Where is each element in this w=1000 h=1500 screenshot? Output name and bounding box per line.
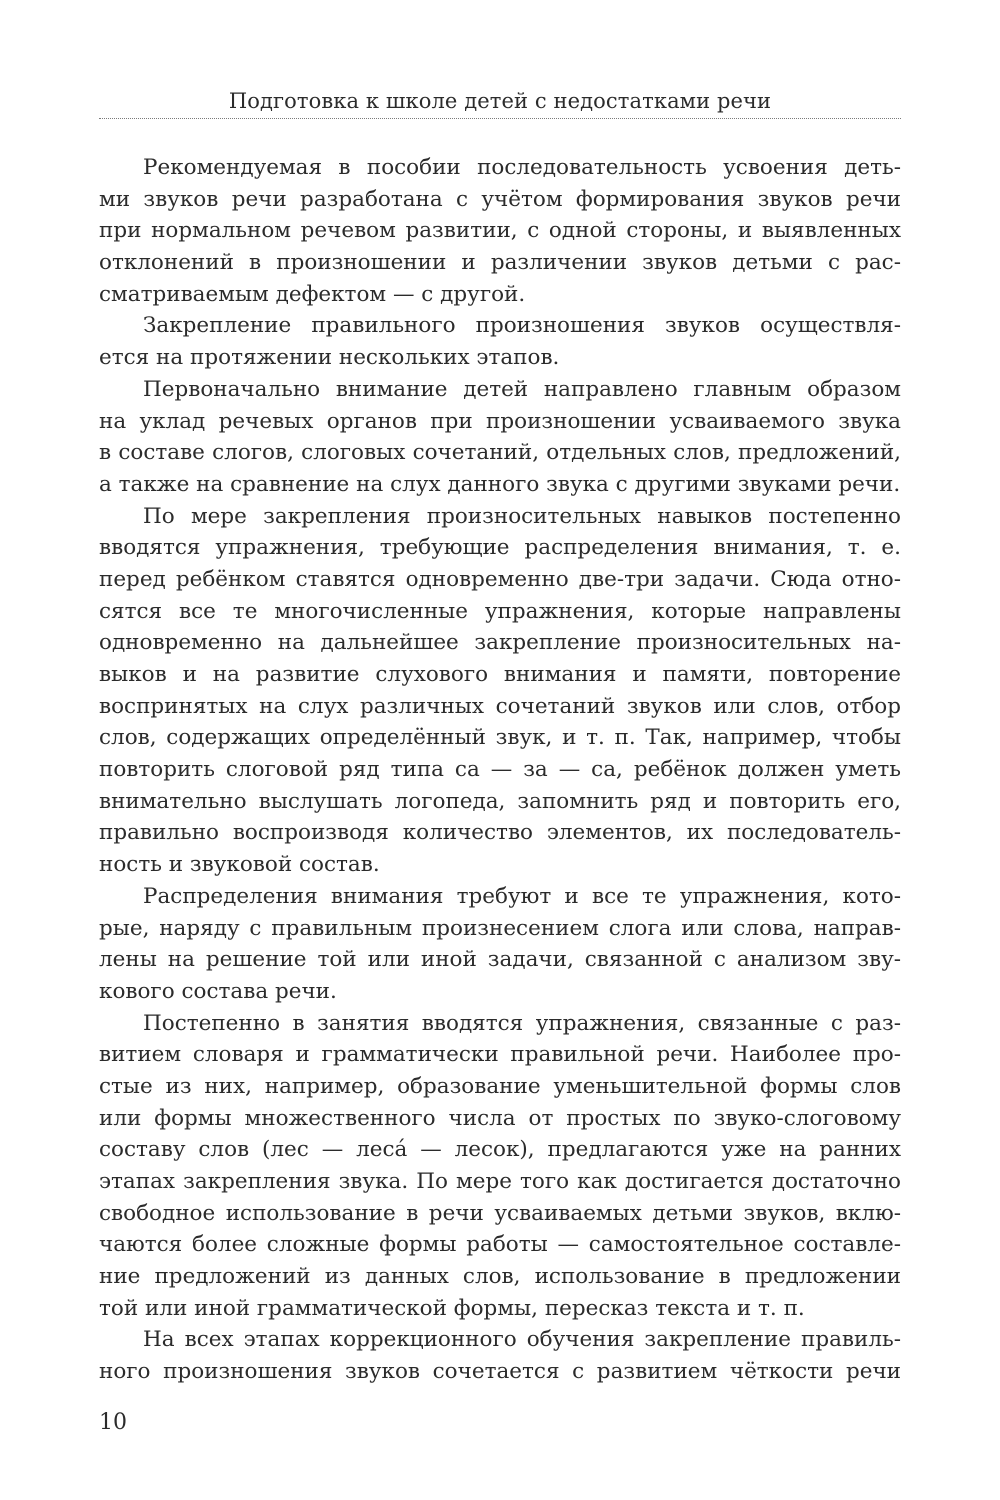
text-line: повторить слоговой ряд типа са — за — са, ребёнок должен уметь xyxy=(99,757,901,783)
text-line: чаются более сложные формы работы — самостоятельное составле- xyxy=(99,1232,901,1258)
text-line: На всех этапах коррекционного обучения закрепление правиль- xyxy=(143,1327,901,1353)
text-line: Распределения внимания требуют и все те упражнения, кото- xyxy=(143,883,901,909)
text-line: свободное использование в речи усваиваемых детьми звуков, вклю- xyxy=(99,1200,901,1226)
body-text xyxy=(99,152,901,1388)
text-line: кового состава речи. xyxy=(99,978,337,1004)
text-line: рые, наряду с правильным произнесением слога или слова, направ- xyxy=(99,915,901,941)
text-line: или формы множественного числа от простых по звуко-слоговому xyxy=(99,1105,901,1131)
text-line: внимательно выслушать логопеда, запомнить ряд и повторить его, xyxy=(99,788,901,814)
text-line: Закрепление правильного произношения звуков осуществля- xyxy=(143,313,901,339)
text-line: перед ребёнком ставятся одновременно две-три задачи. Сюда отно- xyxy=(99,566,901,592)
text-line: ми звуков речи разработана с учётом формирования звуков речи xyxy=(99,186,901,212)
text-line: ного произношения звуков сочетается с развитием чёткости речи xyxy=(99,1359,901,1385)
text-line: отклонений в произношении и различении звуков детьми с рас- xyxy=(99,250,901,276)
text-line: лены на решение той или иной задачи, связанной с анализом зву- xyxy=(99,947,901,973)
text-line: сматриваемым дефектом — с другой. xyxy=(99,281,526,307)
text-line: Первоначально внимание детей направлено главным образом xyxy=(143,376,901,402)
text-line: на уклад речевых органов при произношении усваиваемого звука xyxy=(99,408,901,434)
text-line: сятся все те многочисленные упражнения, которые направлены xyxy=(99,598,901,624)
text-line: стые из них, например, образование уменьшительной формы слов xyxy=(99,1073,901,1099)
text-line: Рекомендуемая в пособии последовательность усвоения деть- xyxy=(143,155,901,180)
text-line: той или иной грамматической формы, пересказ текста и т. п. xyxy=(99,1295,805,1321)
text-line: Постепенно в занятия вводятся упражнения, связанные с раз- xyxy=(143,1010,901,1036)
page-number: 10 xyxy=(99,1410,127,1435)
text-line: правильно воспроизводя количество элементов, их последователь- xyxy=(99,820,901,846)
text-line: воспринятых на слух различных сочетаний звуков или слов, отбор xyxy=(99,693,901,719)
text-line: составу слов (лес — леса́ — лесок), предлагаются уже на ранних xyxy=(99,1137,901,1163)
running-head: Подготовка к школе детей с недостатками речи xyxy=(99,84,901,119)
text-line: витием словаря и грамматически правильной речи. Наиболее про- xyxy=(99,1042,901,1068)
text-line: а также на сравнение на слух данного звука с другими звуками речи. xyxy=(99,471,901,497)
text-line: одновременно на дальнейшее закрепление произносительных на- xyxy=(99,630,901,656)
text-line: выков и на развитие слухового внимания и памяти, повторение xyxy=(99,662,901,687)
text-line: в составе слогов, слоговых сочетаний, отдельных слов, предложений, xyxy=(99,440,901,466)
text-line: слов, содержащих определённый звук, и т. п. Так, например, чтобы xyxy=(99,725,901,751)
text-line: ность и звуковой состав. xyxy=(99,852,380,878)
text-line: при нормальном речевом развитии, с одной стороны, и выявленных xyxy=(99,218,901,244)
text-line: вводятся упражнения, требующие распределения внимания, т. е. xyxy=(99,535,901,561)
text-line: ние предложений из данных слов, использование в предложении xyxy=(99,1264,901,1290)
text-line: ется на протяжении нескольких этапов. xyxy=(99,345,560,371)
text-line: По мере закрепления произносительных навыков постепенно xyxy=(143,503,901,529)
text-line: этапах закрепления звука. По мере того как достигается достаточно xyxy=(99,1169,901,1194)
